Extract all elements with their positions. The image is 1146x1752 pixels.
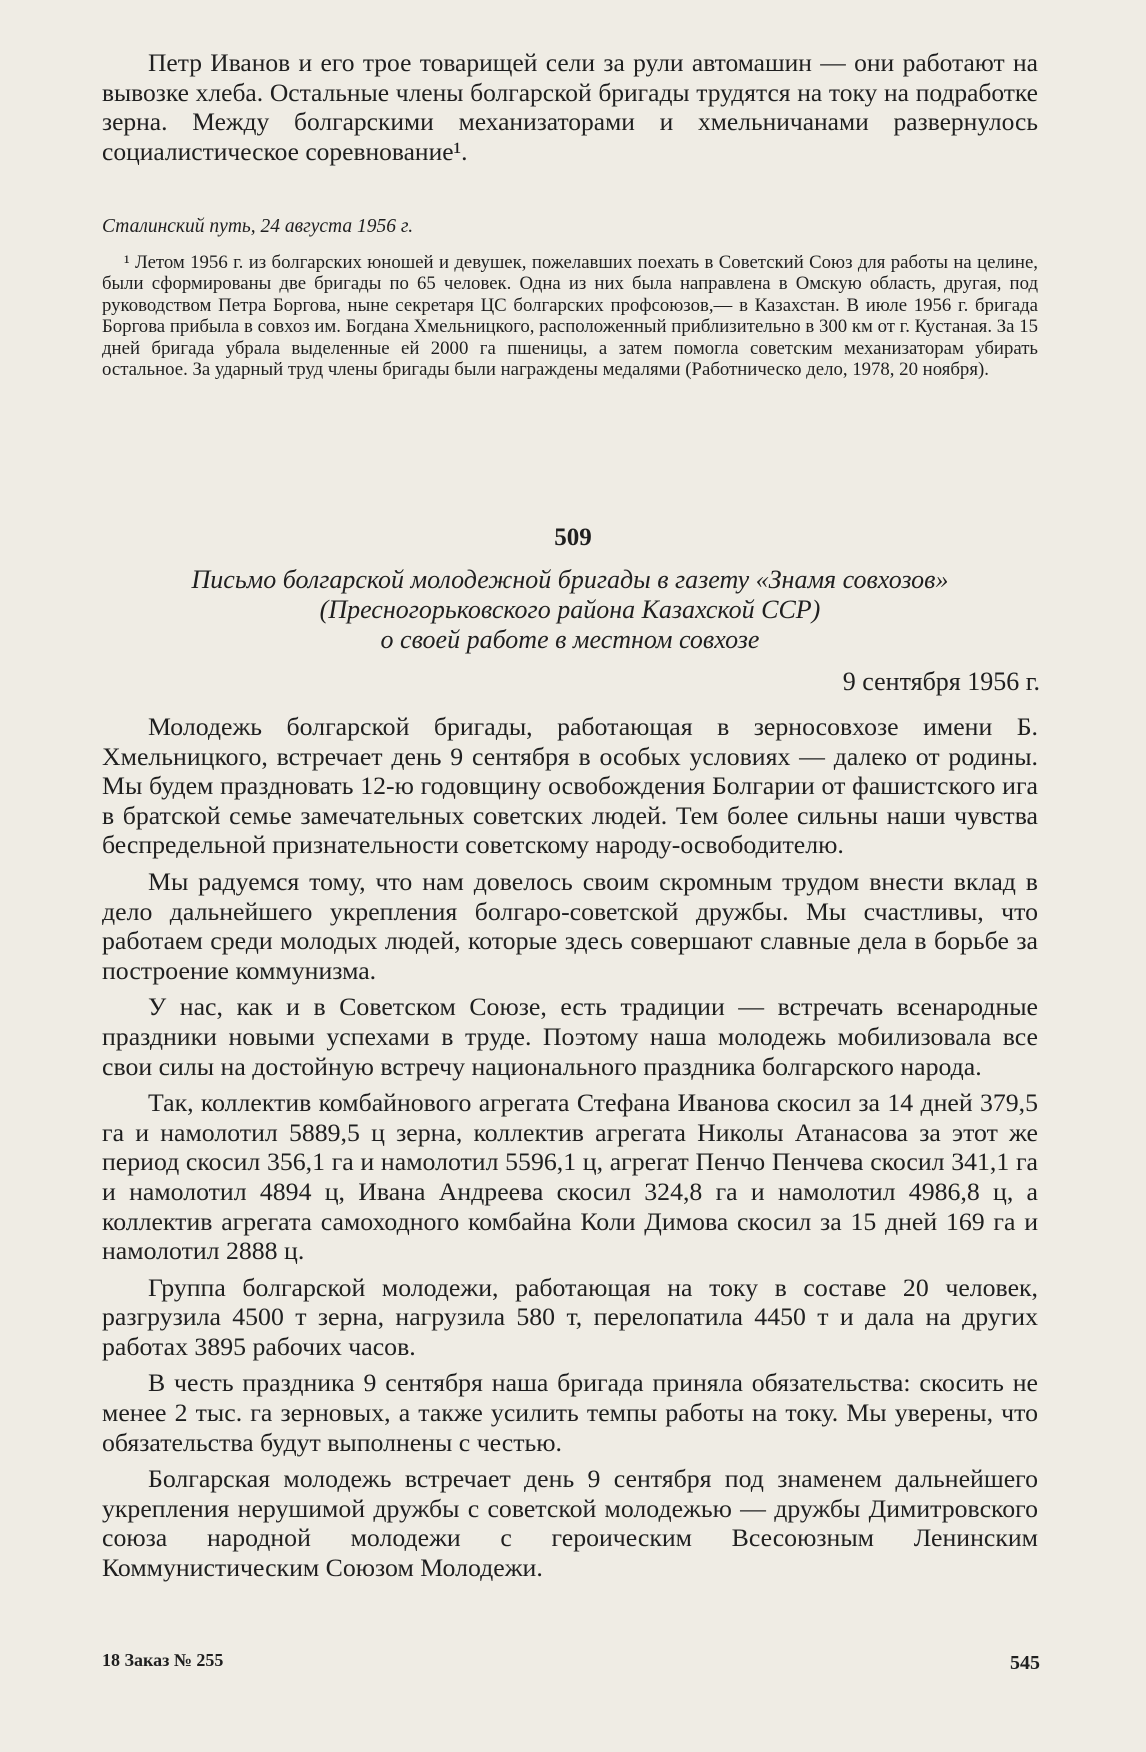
intro-paragraph: Петр Иванов и его трое товарищей сели за рули автомашин — они работают на вывозке хлеба. Остальные члены болгарской бригады трудятся на току на подработке зерна. Между болгарскими механизаторами и хмельничанами развернулось социалистическое соревнование¹. — [102, 48, 1038, 166]
body-paragraph: Болгарская молодежь встречает день 9 сентября под знаменем дальнейшего укрепления нерушимой дружбы с советской молодежью — дружбы Димитровского союза народной молодежи с героическим Всесоюзным Ленинским Коммунистическим Союзом Молодежи. — [102, 1464, 1038, 1583]
heading-line-1: Письмо болгарской молодежной бригады в газету «Знамя совхозов» — [191, 565, 949, 594]
heading-line-2: (Пресногорьковского района Казахской ССР) — [319, 595, 821, 624]
intro-block — [102, 48, 1038, 166]
footnote-block — [102, 252, 1038, 380]
letter-body — [102, 712, 1038, 1590]
letter-date: 9 сентября 1956 г. — [842, 667, 1040, 696]
heading-line-3: о своей работе в местном совхозе — [380, 625, 760, 654]
body-paragraph: Мы радуемся тому, что нам довелось своим скромным трудом внести вклад в дело дальнейшего укрепления болгаро-советской дружбы. Мы счастливы, что работаем среди молодых людей, которые здесь совершают славные дела в борьбе за построение коммунизма. — [102, 866, 1038, 985]
document-number: 509 — [554, 524, 592, 551]
body-paragraph: Группа болгарской молодежи, работающая на току в составе 20 человек, разгрузила 4500 т зерна, нагрузила 580 т, перелопатила 4450 т и дала на других работах 3895 рабочих часов. — [102, 1272, 1038, 1361]
body-paragraph: Молодежь болгарской бригады, работающая в зерносовхозе имени Б. Хмельницкого, встречает день 9 сентября в особых условиях — далеко от родины. Мы будем праздновать 12-ю годовщину освобождения Болгарии от фашистского ига в братской семье замечательных советских людей. Тем более сильны наши чувства беспредельной признательности советскому народу-освободителю. — [102, 712, 1038, 860]
body-paragraph: У нас, как и в Советском Союзе, есть традиции — встречать всенародные праздники новыми успехами в труде. Поэтому наша молодежь мобилизовала все свои силы на достойную встречу национального праздника болгарского народа. — [102, 992, 1038, 1081]
footnote-text: ¹ Летом 1956 г. из болгарских юношей и девушек, пожелавших поехать в Советский Союз для работы на целине, были сформированы две бригады по 65 человек. Одна из них была направлена в Омскую область, другая, под руководством Петра Боргова, ныне секретаря ЦС болгарских профсоюзов,— в Казахстан. В июле 1956 г. бригада Боргова прибыла в совхоз им. Богдана Хмельницкого, расположенный приблизительно в 300 км от г. Кустаная. За 15 дней бригада убрала выделенные ей 2000 га пшеницы, а затем помогла советским механизаторам убирать остальное. За ударный труд члены бригады были награждены медалями (Работническо дело, 1978, 20 ноября). — [102, 252, 1038, 381]
body-paragraph: В честь праздника 9 сентября наша бригада приняла обязательства: скосить не менее 2 тыс. га зерновых, а также усилить темпы работы на току. Мы уверены, что обязательства будут выполнены с честью. — [102, 1368, 1038, 1457]
document-heading — [102, 565, 1038, 655]
source-citation: Сталинский путь, 24 августа 1956 г. — [102, 216, 414, 237]
print-order-mark: 18 Заказ № 255 — [102, 1650, 224, 1670]
page-number: 545 — [1010, 1652, 1040, 1674]
body-paragraph: Так, коллектив комбайнового агрегата Стефана Иванова скосил за 14 дней 379,5 га и намолотил 5889,5 ц зерна, коллектив агрегата Николы Атанасова за этот же период скосил 356,1 га и намолотил 5596,1 ц, агрегат Пенчо Пенчева скосил 341,1 га и намолотил 4894 ц, Ивана Андреева скосил 324,8 га и намолотил 4986,8 ц, а коллектив агрегата самоходного комбайна Коли Димова скосил за 15 дней 169 га и намолотил 2888 ц. — [102, 1088, 1038, 1266]
